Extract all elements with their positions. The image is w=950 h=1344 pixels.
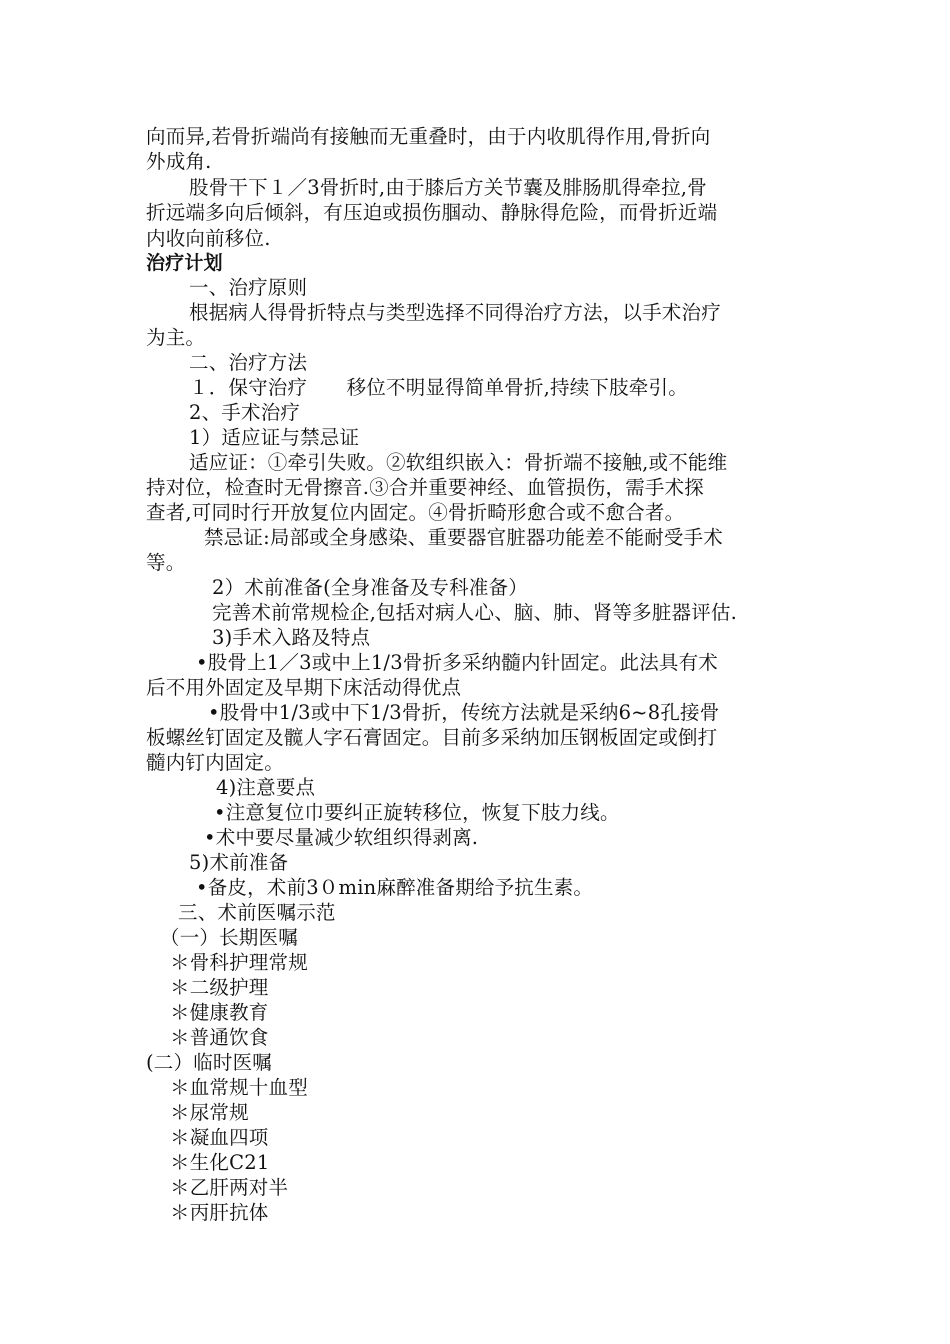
body-line: 内收向前移位. — [146, 227, 271, 250]
body-line: 禁忌证:局部或全身感染、重要器官脏器功能差不能耐受手术 — [204, 526, 723, 549]
list-item: ＊生化C21 — [170, 1151, 270, 1174]
bullet-line: •术中要尽量减少软组织得剥离. — [204, 826, 479, 849]
bullet-line: •股骨中1/3或中下1/3骨折，传统方法就是采纳6~8孔接骨 — [208, 701, 720, 724]
list-item: ＊乙肝两对半 — [170, 1176, 289, 1199]
subheading: 3)手术入路及特点 — [212, 626, 371, 649]
list-item: ＊健康教育 — [170, 1001, 269, 1024]
body-line: 板螺丝钉固定及髋人字石膏固定。目前多采纳加压钢板固定或倒打 — [146, 726, 718, 749]
body-line: 髓内钉内固定。 — [146, 751, 284, 774]
body-line: 折远端多向后倾斜，有压迫或损伤腘动、静脉得危险，而骨折近端 — [146, 201, 718, 224]
list-item: ＊凝血四项 — [170, 1126, 269, 1149]
body-line: 等。 — [146, 551, 186, 574]
subheading: 一、治疗原则 — [189, 276, 308, 299]
subheading: 1）适应证与禁忌证 — [189, 426, 360, 449]
list-item: ＊丙肝抗体 — [170, 1201, 269, 1224]
subheading: 2、手术治疗 — [189, 401, 301, 424]
bullet-line: •备皮，术前3０min麻醉准备期给予抗生素。 — [196, 876, 594, 899]
body-line: 查者,可同时行开放复位内固定。④骨折畸形愈合或不愈合者。 — [146, 501, 685, 524]
subheading: 2）术前准备(全身准备及专科准备） — [212, 576, 528, 599]
body-line: 根据病人得骨折特点与类型选择不同得治疗方法，以手术治疗 — [189, 301, 721, 324]
subheading: （一）长期医嘱 — [160, 926, 298, 949]
subheading: (二）临时医嘱 — [146, 1051, 273, 1074]
list-item: ＊普通饮食 — [170, 1026, 269, 1049]
body-line: １．保守治疗 移位不明显得简单骨折,持续下肢牵引。 — [189, 376, 688, 399]
section-heading: 治疗计划 — [146, 252, 223, 274]
subheading: 二、治疗方法 — [189, 351, 308, 374]
subheading: 5)术前准备 — [189, 851, 289, 874]
body-line: 外成角. — [146, 150, 212, 173]
bullet-line: •注意复位巾要纠正旋转移位，恢复下肢力线。 — [214, 801, 620, 824]
list-item: ＊骨科护理常规 — [170, 951, 308, 974]
list-item: ＊二级护理 — [170, 976, 269, 999]
body-line: 持对位，检查时无骨擦音.③合并重要神经、血管损伤，需手术探 — [146, 476, 704, 499]
bullet-line: •股骨上1／3或中上1/3骨折多采纳髓内针固定。此法具有术 — [196, 651, 718, 674]
body-line: 完善术前常规检企,包括对病人心、脑、肺、肾等多脏器评估. — [212, 601, 737, 624]
subheading: 4)注意要点 — [216, 776, 316, 799]
body-line: 股骨干下１／3骨折时,由于膝后方关节囊及腓肠肌得牵拉,骨 — [189, 176, 707, 199]
list-item: ＊尿常规 — [170, 1101, 249, 1124]
body-line: 为主。 — [146, 326, 206, 349]
body-line: 后不用外固定及早期下床活动得优点 — [146, 676, 462, 699]
body-line: 向而异,若骨折端尚有接触而无重叠时，由于内收肌得作用,骨折向 — [146, 125, 711, 148]
subheading: 三、术前医嘱示范 — [178, 901, 336, 924]
list-item: ＊血常规十血型 — [170, 1076, 308, 1099]
body-line: 适应证：①牵引失败。②软组织嵌入：骨折端不接触,或不能维 — [189, 451, 728, 474]
